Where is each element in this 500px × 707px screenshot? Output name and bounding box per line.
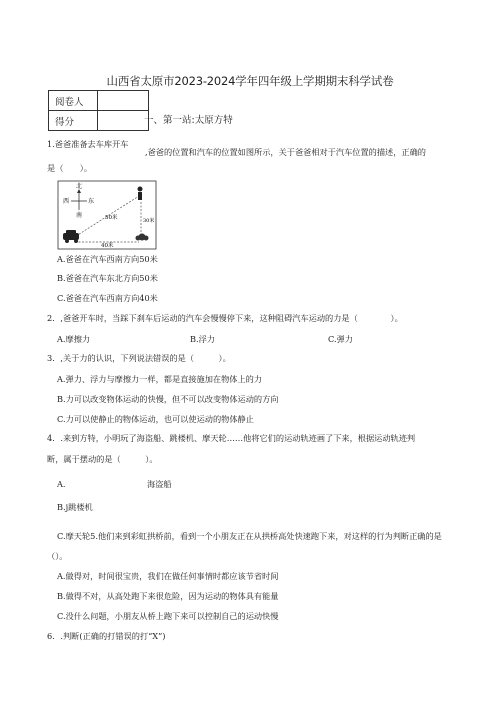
q3-option-b: B.力可以改变物体运动的快慢，但不可以改变物体运动的方向 [57,394,279,404]
q4-line2: 断，属于摆动的是（ ）。 [47,454,158,464]
q6-text: 6．.判断(正确的打错误的打“X”) [47,631,166,641]
q4-option-a: A. [57,479,66,489]
q5-option-b: B.做得不对，从高处跑下来很危险，因为运动的物体具有能量 [57,591,279,601]
q2-option-b: B.浮力 [190,334,215,344]
score-label: 得分 [49,111,98,131]
car-icon [63,230,79,243]
q1-option-b: B.爸爸在汽车东北方向50米 [57,273,158,283]
q3-option-c: C.力可以使静止的物体运动，也可以使运动的物体静止 [57,414,254,424]
q1-line2: 是（ ）。 [47,163,93,173]
label-30m: 30米 [143,218,155,224]
q2-option-a: A.摩擦力 [57,334,91,344]
compass-south: 南 [76,212,83,219]
compass-east: 东 [88,198,95,205]
q4-option-b: B.j跳楼机 [57,502,93,512]
father-icon [138,187,143,201]
score-cell [98,111,149,131]
compass-north: 北 [76,183,83,190]
q4-line1: 4．.来到方特，小明玩了海盗船、跳楼机、摩天轮……他将它们的运动轨迹画了下来，根据运动轨迹判 [47,433,416,443]
compass-west: 西 [63,198,70,205]
q2-option-c: C.弹力 [328,334,353,344]
q4-option-c-line2: （）。 [47,551,68,561]
page-title: 山西省太原市2023-2024学年四年级上学期期末科学试卷 [106,74,394,88]
label-40m: 40米 [101,243,114,249]
q1-line1-b: ,爸爸的位置和汽车的位置如图所示，关于爸爸相对于汽车位置的描述，正确的 [145,147,426,157]
q4-option-a-text: 海盗船 [147,479,172,489]
q4-option-c: C.摩天轮5.他们来到彩虹拱桥前，看到一个小朋友正在从拱桥高处快速跑下来，对这样的行为判断正确的是 [57,531,442,541]
q3-text: 3．,关于力的认识，下列说法错误的是（ ）。 [47,353,231,363]
reviewer-cell [98,91,149,111]
tree-icon [136,234,149,241]
section-title: 一、第一站:太原方特 [144,115,233,126]
q5-option-c: C.没什么问题，小朋友从桥上跑下来可以控制自己的运动快慢 [57,611,279,621]
q1-option-a: A.爸爸在汽车西南方向50米 [57,254,158,264]
q1-line1-a: 1.爸爸准备去车库开车 [47,139,129,149]
q2-text: 2．,爸爸开车时，当踩下刹车后运动的汽车会慢慢停下来，这种阻碍汽车运动的力是（ ）。 [47,313,403,323]
q1-option-c: C.爸爸在汽车西南方向40米 [57,293,158,303]
score-table [48,90,149,131]
reviewer-label: 阅卷人 [49,91,98,111]
q5-option-a: A.做得对，时间很宝贵，我们在做任何事情时都应该节省时间 [57,571,279,581]
q1-position-diagram [57,180,157,250]
label-50m: 50米 [105,215,118,221]
q3-option-a: A.弹力、浮力与摩擦力一样，都是直接施加在物体上的力 [57,374,263,384]
